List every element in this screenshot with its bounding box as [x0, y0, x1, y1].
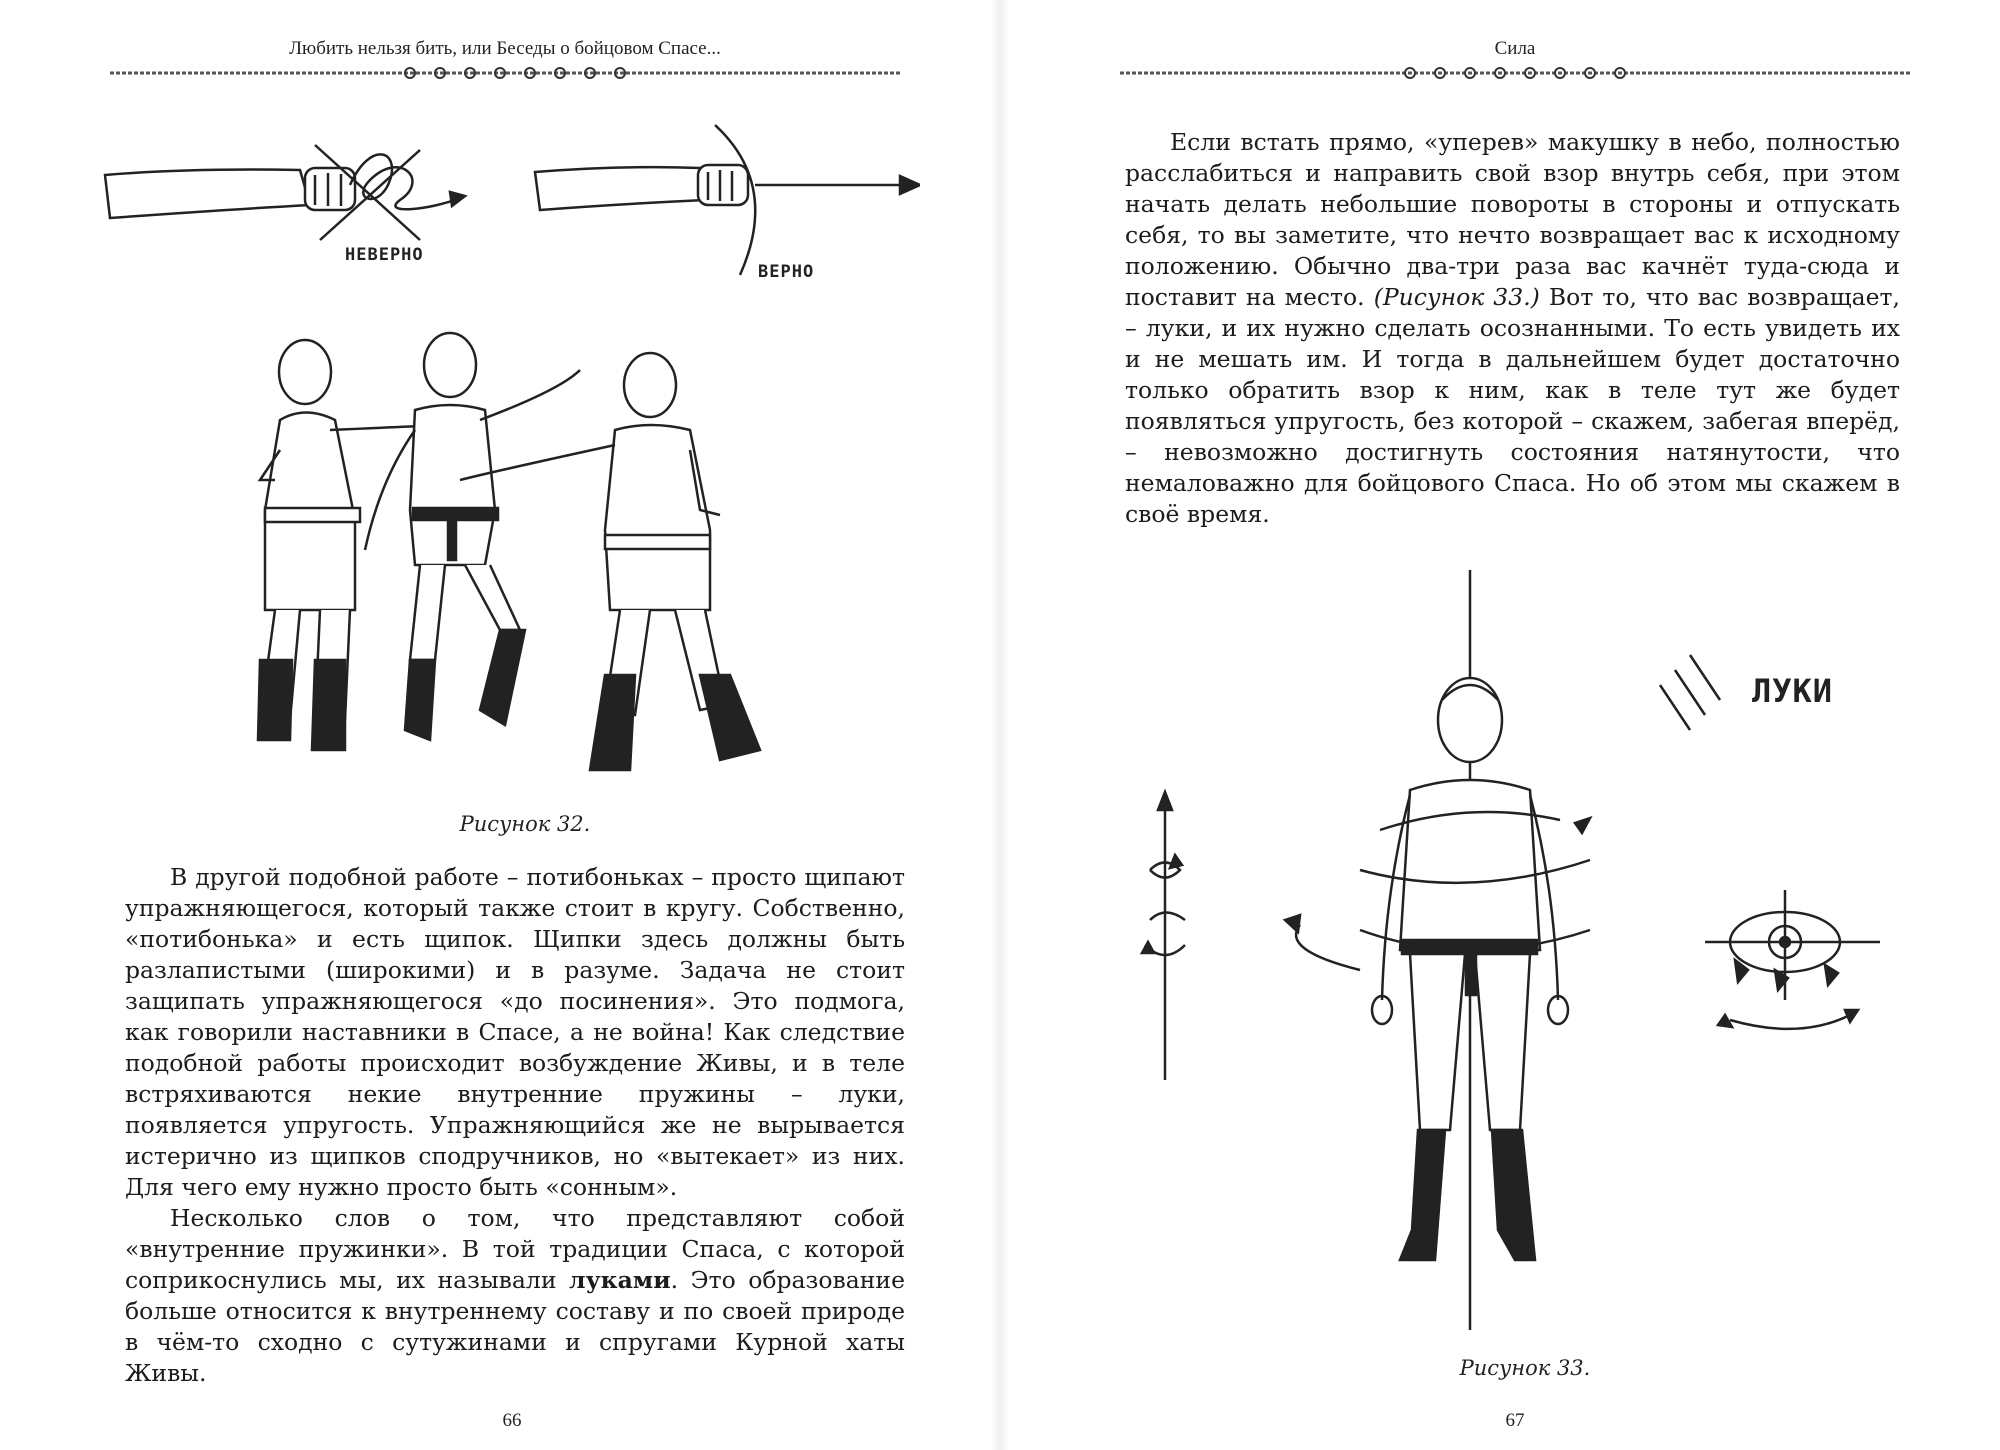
- text-span: Вот то, что вас возвращает, – луки, и их нужно сделать осознанными. То есть увидеть их и не мешать им. И тогда в дальнейшем будет достаточно только обратить взор к ним, как в теле тут же будет появляться упругость, без которой – скажем, забегая вперёд, – невозможно достигнуть состояния натянутости, что немаловажно для бойцового Спаса. Но об этом мы скажем в своё время.: [1125, 283, 1900, 528]
- label-luki: ЛУКИ: [1752, 672, 1834, 710]
- left-body-text: [125, 862, 905, 1389]
- right-page: [1000, 0, 2000, 1450]
- right-body-text: [1125, 127, 1900, 530]
- header-ornament-left: [110, 66, 900, 80]
- text-span: Несколько слов о том, что представляют собой «внутренние пружинки». В той традиции Спаса, с которой соприкоснулись мы, их называли: [125, 1204, 905, 1294]
- text-span: Если встать прямо, «уперев» макушку в небо, полностью расслабиться и направить свой взор внутрь себя, при этом начать делать небольшие повороты в стороны и отпускать себя, то вы заметите, что нечто возвращает вас к исходному положению. Обычно два-три раза вас качнёт туда-сюда и поставит на место.: [1125, 128, 1900, 311]
- running-head-left: Любить нельзя бить, или Беседы о бойцовом Спасе...: [289, 38, 721, 59]
- figure-caption-32: Рисунок 32.: [459, 812, 591, 836]
- paragraph: [125, 1203, 905, 1389]
- running-head-right: Сила: [1494, 38, 1536, 59]
- bold-term-luki: луками: [569, 1266, 671, 1294]
- text-span: . Это образование больше относится к внутреннему составу и по своей природе в чём-то сходно с сутужинами и спругами Курной хаты Живы.: [125, 1266, 905, 1387]
- header-ornament-right: [1120, 66, 1910, 80]
- figure-caption-33: Рисунок 33.: [1459, 1356, 1591, 1380]
- label-wrong: НЕВЕРНО: [345, 245, 424, 265]
- page-number-left: 66: [502, 1410, 522, 1431]
- page-number-right: 67: [1505, 1410, 1525, 1431]
- paragraph: В другой подобной работе – потибоньках – просто щипают упражняющегося, который также стоит в кругу. Собственно, «потибонька» и есть щипок. Щипки здесь должны быть разлапистыми (широкими) и в разуме. Задача не стоит защипать упражняющегося «до посинения». Это подмога, как говорили наставники в Спасе, а не война! Как следствие подобной работы происходит возбуждение Живы, и в теле встряхиваются некие внутренние пружины – луки, появляется упругость. Упражняющийся же не вырывается истерично из щипков сподручников, но «вытекает» из них. Для чего ему нужно просто быть «сонным».: [125, 863, 905, 1201]
- figure-reference: (Рисунок 33.): [1373, 283, 1540, 311]
- three-fighters-illustration: [220, 330, 820, 790]
- label-right: ВЕРНО: [758, 262, 815, 282]
- paragraph: [1125, 127, 1900, 530]
